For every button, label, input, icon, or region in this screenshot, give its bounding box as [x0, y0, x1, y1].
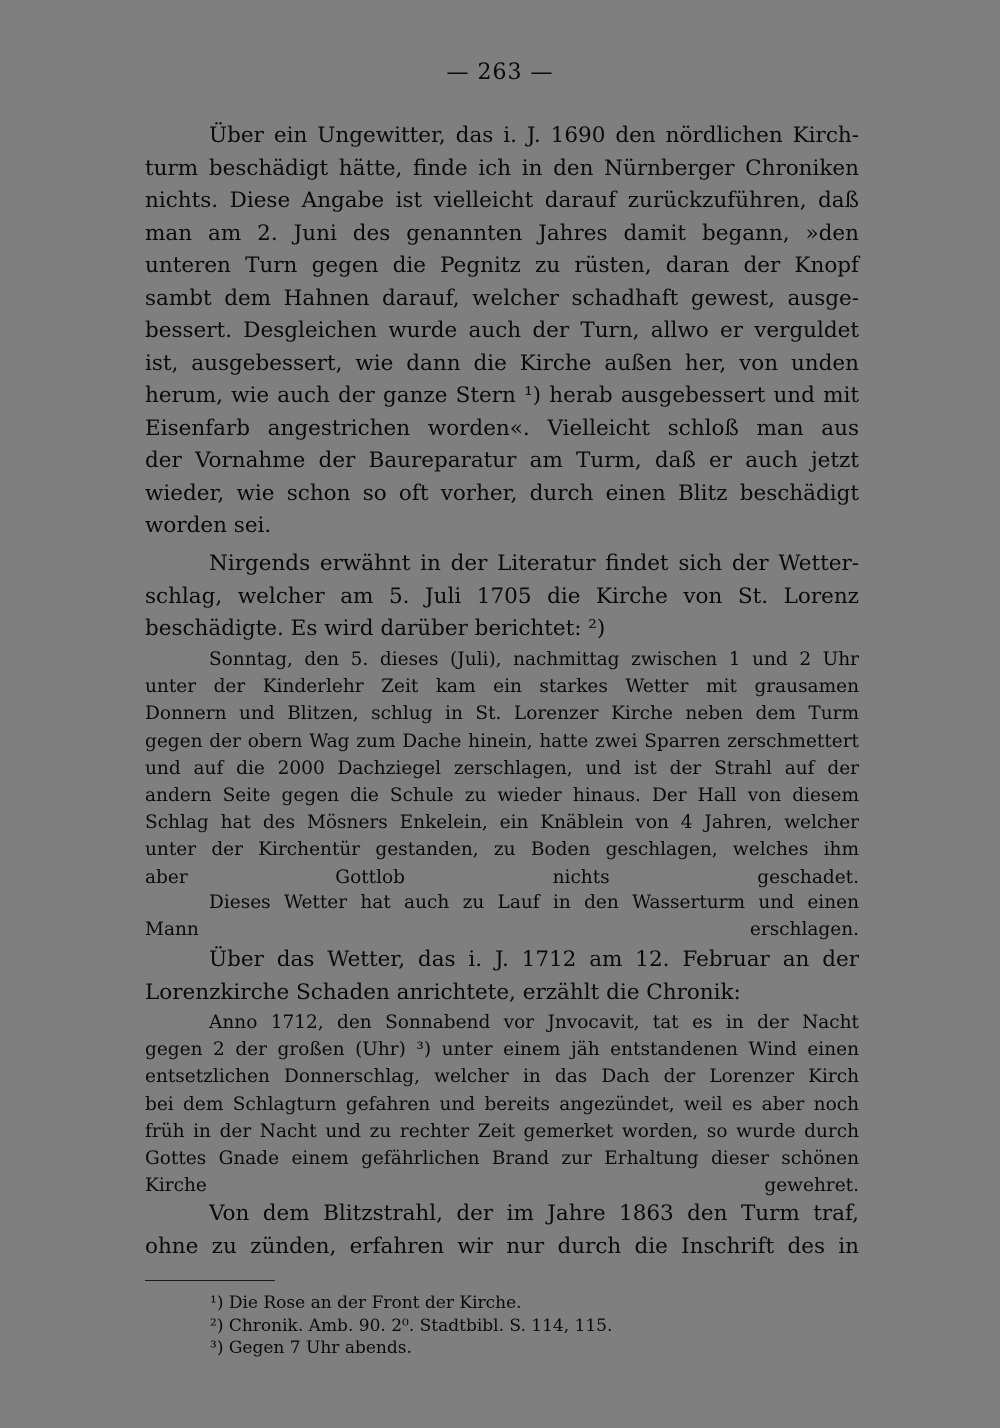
text-line: bei dem Schlagturn gefahren und bereits angezündet, weil es aber noch [145, 1093, 859, 1115]
text-line: entsetzlichen Donnerschlag, welcher in das Dach der Lorenzer Kirch [145, 1066, 859, 1088]
text-line: gegen 2 der großen (Uhr) ³) unter einem jäh entstandenen Wind einen [145, 1039, 859, 1061]
text-line: andern Seite gegen die Schule zu wieder hinaus. Der Hall von diesem [145, 785, 859, 807]
text-line: und auf die 2000 Dachziegel zerschlagen, und ist der Strahl auf der [145, 757, 859, 779]
text-line: gegen der obern Wag zum Dache hinein, hatte zwei Sparren zerschmettert [145, 730, 859, 752]
text-line: Dieses Wetter hat auch zu Lauf in den Wasserturm und einen [209, 892, 859, 913]
text-line: ist, ausgebessert, wie dann die Kirche außen her, von unden [145, 350, 859, 376]
paragraph-4 [145, 1198, 859, 1263]
text-line: der Vornahme der Baureparatur am Turm, daß er auch jetzt [145, 448, 859, 473]
text-line: Nirgends erwähnt in der Literatur findet sich der Wetter- [209, 551, 859, 576]
footnote-divider [145, 1280, 275, 1281]
text-line: unter der Kinderlehr Zeit kam ein starkes Wetter mit grausamen [145, 676, 859, 698]
footnote: ³) Gegen 7 Uhr abends. [210, 1338, 412, 1358]
text-line: Donnern und Blitzen, schlug in St. Lorenzer Kirche neben dem Turm [145, 703, 859, 725]
text-line: früh in der Nacht und zu rechter Zeit gemerket worden, so wurde durch [145, 1120, 859, 1142]
text-line: Sonntag, den 5. dieses (Juli), nachmittag zwischen 1 und 2 Uhr [209, 649, 859, 670]
text-line: beschädigte. Es wird darüber berichtet: ²) [145, 616, 606, 641]
text-line: unteren Turn gegen die Pegnitz zu rüsten, daran der Knopf [145, 253, 859, 278]
text-line: ohne zu zünden, erfahren wir nur durch die Inschrift des in [145, 1233, 859, 1259]
footnote: ¹) Die Rose an der Front der Kirche. [210, 1293, 522, 1313]
text-line: schlag, welcher am 5. Juli 1705 die Kirche von St. Lorenz [145, 583, 859, 609]
chronicle-quote-1712 [145, 1009, 859, 1199]
text-line: sambt dem Hahnen darauf, welcher schadhaft gewest, ausge- [145, 285, 859, 311]
text-line: nichts. Diese Angabe ist vielleicht darauf zurückzuführen, daß [145, 188, 859, 213]
paragraph-3 [145, 944, 859, 1009]
footnotes [210, 1292, 612, 1360]
text-line: Lorenzkirche Schaden anrichtete, erzählt die Chronik: [145, 979, 741, 1005]
text-line: Schlag hat des Mösners Enkelein, ein Knäblein von 4 Jahren, welcher [145, 812, 859, 834]
paragraph-1 [145, 120, 859, 543]
page-number: — 263 — [446, 60, 554, 85]
text-line: Mann erschlagen. [145, 919, 859, 941]
text-line: Von dem Blitzstrahl, der im Jahre 1863 den Turm traf, [209, 1201, 859, 1226]
text-line: wieder, wie schon so oft vorher, durch einen Blitz beschädigt [145, 480, 859, 506]
text-line: Anno 1712, den Sonnabend vor Jnvocavit, tat es in der Nacht [209, 1012, 859, 1033]
text-line: Gottes Gnade einem gefährlichen Brand zur Erhaltung dieser schönen [145, 1148, 859, 1170]
text-line: turm beschädigt hätte, finde ich in den Nürnberger Chroniken [145, 155, 859, 181]
paragraph-2 [145, 548, 859, 646]
text-line: aber Gottlob nichts geschadet. [145, 866, 859, 888]
text-line: Eisenfarb angestrichen worden«. Vielleicht schloß man aus [145, 415, 859, 441]
text-line: man am 2. Juni des genannten Jahres damit begann, »den [145, 220, 859, 246]
text-line: Kirche gewehret. [145, 1175, 859, 1197]
text-line: unter der Kirchentür gestanden, zu Boden geschlagen, welches ihm [145, 839, 859, 861]
footnote: ²) Chronik. Amb. 90. 2⁰. Stadtbibl. S. 114, 115. [210, 1315, 613, 1336]
text-line: Über ein Ungewitter, das i. J. 1690 den nördlichen Kirch- [209, 123, 859, 148]
text-line: Über das Wetter, das i. J. 1712 am 12. Februar an der [209, 947, 859, 972]
text-line: worden sei. [145, 513, 272, 538]
chronicle-quote-wasserturm [145, 889, 859, 943]
text-line: herum, wie auch der ganze Stern ¹) herab ausgebessert und mit [145, 383, 859, 408]
chronicle-quote-1705 [145, 646, 859, 891]
text-line: bessert. Desgleichen wurde auch der Turn, allwo er verguldet [145, 318, 859, 343]
